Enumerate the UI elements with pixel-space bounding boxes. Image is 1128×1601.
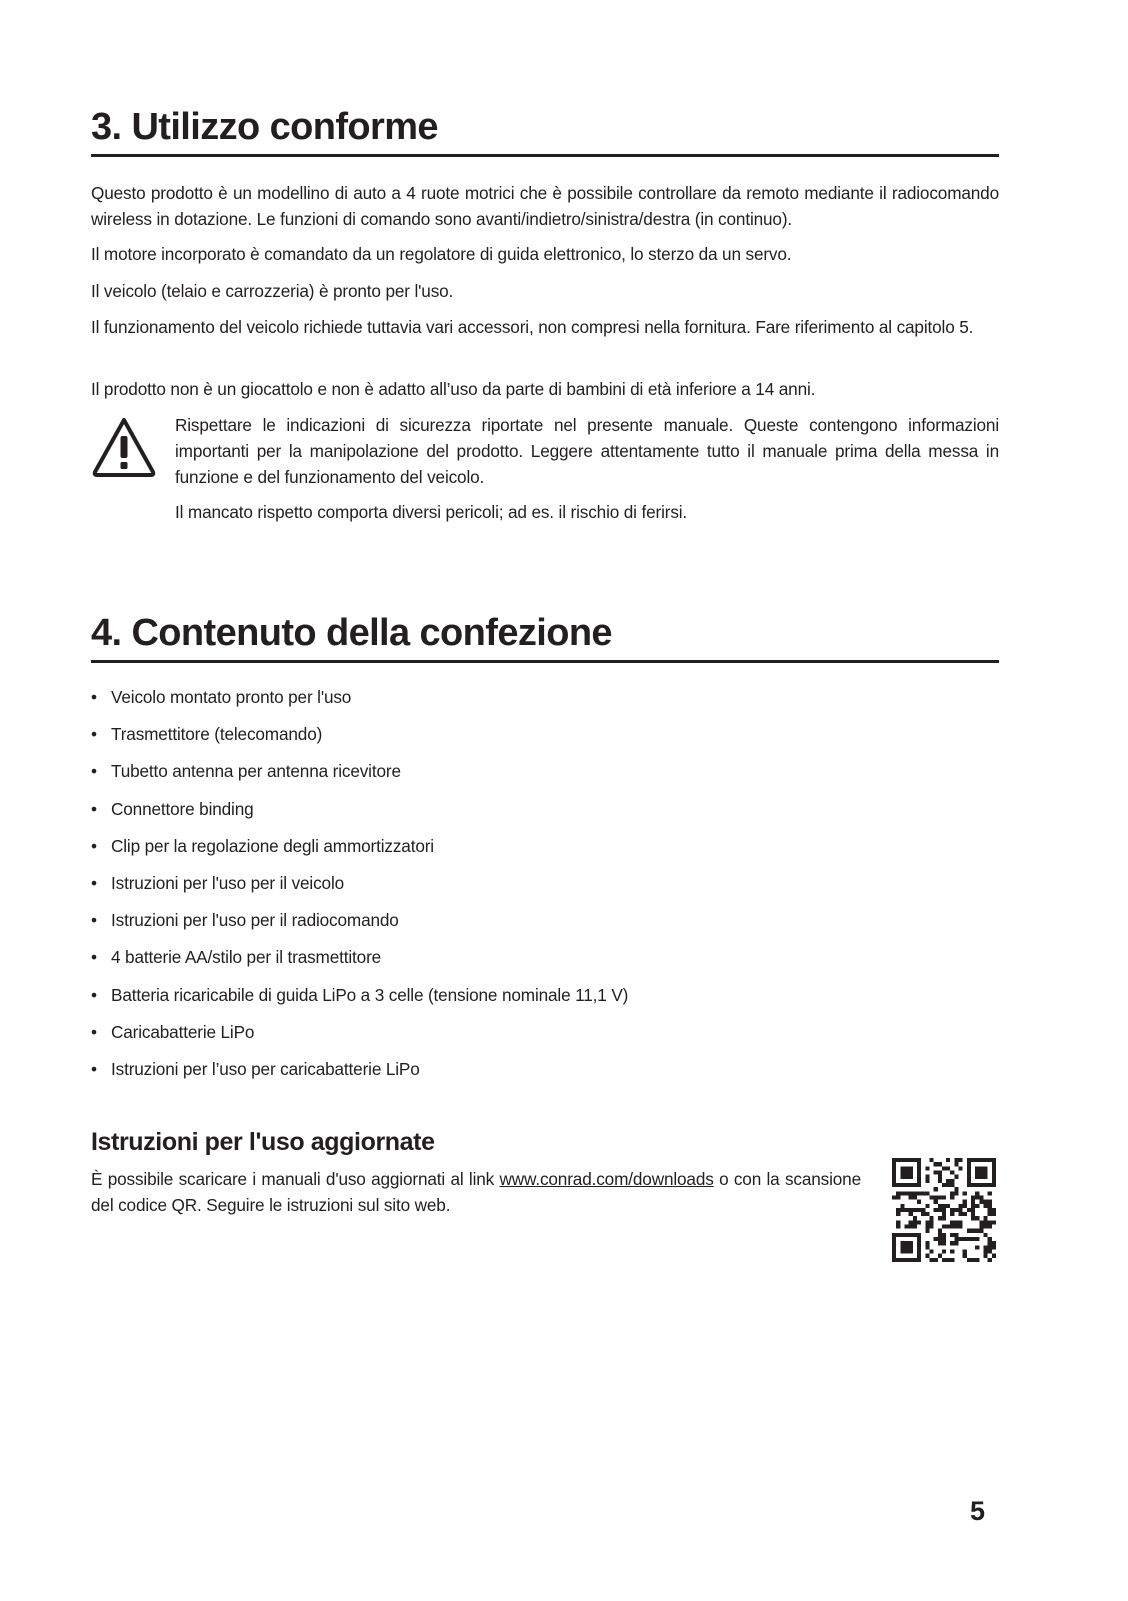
page-number: 5 (970, 1496, 986, 1526)
warning-text: Il mancato rispetto comporta diversi pericoli; ad es. il rischio di ferirsi. (175, 502, 688, 522)
bullet: • (91, 984, 97, 1005)
bullet: • (91, 798, 97, 819)
text-before-link: È possibile scaricare i manuali d'uso aggiornati al link (91, 1169, 500, 1189)
list-item (91, 833, 999, 870)
list-item (91, 982, 999, 1019)
paragraph: Il funzionamento del veicolo richiede tuttavia vari accessori, non compresi nella fornitura. Fare riferimento al capitolo 5. (91, 317, 974, 337)
list-item-text: Veicolo montato pronto per l'uso (111, 687, 352, 707)
downloads-link[interactable]: www.conrad.com/downloads (499, 1169, 714, 1189)
paragraph: Il veicolo (telaio e carrozzeria) è pronto per l'uso. (91, 281, 454, 301)
list-item (91, 684, 999, 721)
list-item (91, 1019, 999, 1056)
text-after-link: o con la scansione del codice QR. Seguire le istruzioni sul sito web. (91, 1169, 862, 1215)
bullet: • (91, 835, 97, 856)
list-item (91, 796, 999, 833)
list-item-text: Istruzioni per l'uso per il radiocomando (111, 910, 399, 931)
list-item-text: Tubetto antenna per antenna ricevitore (111, 761, 401, 782)
list-item-text: Clip per la regolazione degli ammortizzatori (111, 835, 434, 856)
updated-instructions (91, 1126, 861, 1218)
paragraph: Questo prodotto è un modellino di auto a 4 ruote motrici che è possibile controllare da remoto mediante il radiocomando wireless in dotazione. Le funzioni di comando sono avanti/indietro/sinistra/destra (in continuo). (91, 183, 999, 229)
list-item (91, 758, 999, 795)
bullet: • (91, 872, 97, 893)
list-item-text: Trasmettitore (telecomando) (111, 724, 323, 745)
list-item (91, 907, 999, 944)
section-utilizzo-conforme (91, 104, 999, 157)
qr-code-icon (892, 1158, 996, 1262)
bullet: • (91, 910, 97, 931)
warning-text: Rispettare le indicazioni di sicurezza riportate nel presente manuale. Queste contengono informazioni importanti per la manipolazione del prodotto. Leggere attentamente tutto il manuale prima della messa in funzione e del funzionamento del veicolo. (175, 415, 999, 487)
bullet: • (91, 1021, 97, 1042)
bullet: • (91, 761, 97, 782)
list-item-text: Caricabatterie LiPo (111, 1021, 255, 1042)
bullet: • (91, 687, 97, 707)
list-item-text: Istruzioni per l’uso per caricabatterie LiPo (111, 1058, 420, 1079)
list-item (91, 721, 999, 758)
list-item-text: Istruzioni per l'uso per il veicolo (111, 872, 345, 893)
contents-list-container (91, 684, 999, 1093)
list-item (91, 1056, 999, 1093)
list-item-text: 4 batterie AA/stilo per il trasmettitore (111, 947, 382, 968)
section-heading: 3. Utilizzo conforme (91, 104, 999, 157)
updated-instructions-text (91, 1166, 861, 1218)
paragraph: Il prodotto non è un giocattolo e non è adatto all’uso da parte di bambini di età inferiore a 14 anni. (91, 379, 816, 399)
contents-list (91, 684, 999, 1093)
section-contenuto-confezione (91, 610, 999, 663)
list-item (91, 870, 999, 907)
list-item-text: Connettore binding (111, 798, 254, 819)
warning-triangle-icon (91, 416, 157, 478)
paragraph: Il motore incorporato è comandato da un regolatore di guida elettronico, lo sterzo da un servo. (91, 244, 792, 264)
list-item (91, 944, 999, 981)
bullet: • (91, 1058, 97, 1079)
subsection-heading: Istruzioni per l'uso aggiornate (91, 1128, 435, 1156)
bullet: • (91, 947, 97, 968)
list-item-text: Batteria ricaricabile di guida LiPo a 3 celle (tensione nominale 11,1 V) (111, 984, 629, 1005)
section-heading: 4. Contenuto della confezione (91, 610, 999, 663)
bullet: • (91, 724, 97, 745)
